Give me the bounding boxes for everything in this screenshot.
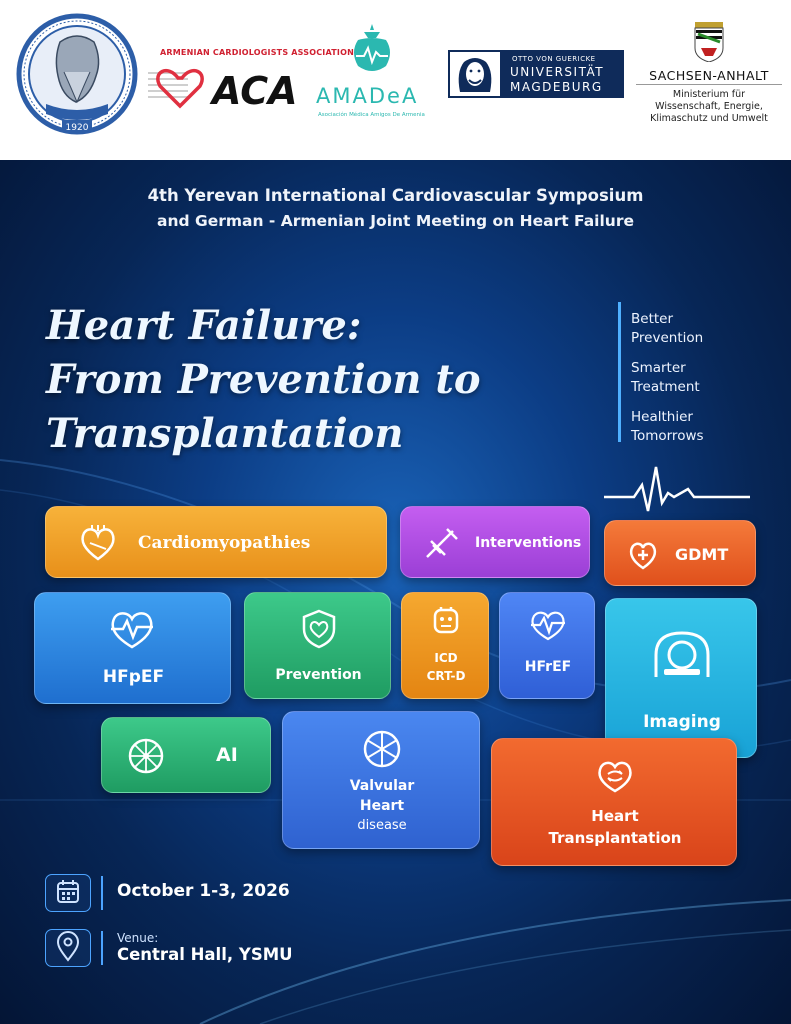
topic-hfpef	[34, 592, 231, 704]
amadea-wordmark: AMADeA	[316, 84, 419, 108]
ysmu-year: 1920	[65, 123, 89, 133]
valve-icon	[361, 728, 403, 770]
symposium-title: 4th Yerevan International Cardiovascular Symposium	[147, 186, 644, 205]
topic-cardiomyopathies	[45, 506, 387, 578]
sachsen-divider	[636, 84, 782, 85]
topic-valvular-label-1: Valvular	[349, 778, 415, 794]
heart-anatomy-icon	[78, 523, 118, 563]
topic-valvular-label-2: Heart	[359, 798, 405, 814]
shield-heart-icon	[300, 609, 338, 649]
topic-ai-label: AI	[216, 744, 238, 766]
sachsen-ministry-line3: Klimaschutz und Umwelt	[650, 113, 768, 124]
heart-exchange-icon	[595, 757, 635, 795]
aca-mark: ACA	[212, 69, 298, 113]
topic-prevention-label: Prevention	[275, 667, 362, 683]
topic-imaging-label: Imaging	[643, 712, 721, 732]
tagline-2: Smarter Treatment	[631, 360, 700, 395]
heart-pulse-icon	[528, 609, 568, 641]
topic-interventions-label: Interventions	[475, 535, 582, 551]
ovgu-logo	[448, 50, 624, 98]
sachsen-crest-icon	[693, 22, 725, 62]
tagline-1: Better Prevention	[631, 311, 704, 346]
topic-imaging	[605, 598, 757, 758]
topic-transplant-label-2: Transplantation	[548, 829, 682, 847]
ovgu-line3: MAGDEBURG	[510, 80, 603, 94]
aca-top-text: ARMENIAN CARDIOLOGISTS ASSOCIATION	[160, 48, 354, 57]
sachsen-name: SACHSEN-ANHALT	[649, 68, 769, 83]
mri-scanner-icon	[650, 629, 714, 683]
neural-network-icon	[126, 736, 166, 776]
aca-logo	[148, 46, 354, 116]
topic-gdmt	[604, 520, 756, 586]
ovgu-line1: OTTO VON GUERICKE	[512, 55, 596, 63]
topic-icd-crtd	[401, 592, 489, 699]
heart-plus-icon	[627, 540, 659, 570]
hero-line-3: Transplantation	[46, 410, 404, 457]
ysmu-seal-logo	[16, 12, 138, 140]
ovgu-line2: UNIVERSITÄT	[510, 65, 605, 79]
date-divider	[101, 876, 103, 910]
guericke-portrait-icon	[448, 50, 502, 98]
topic-valvular-label-3: disease	[357, 818, 407, 833]
topic-valvular	[282, 711, 480, 849]
sachsen-ministry-line1: Ministerium für	[672, 89, 746, 100]
tagline-divider	[618, 302, 621, 442]
topic-gdmt-label: GDMT	[675, 545, 729, 564]
venue-label: Venue:	[117, 931, 159, 945]
device-icon	[432, 605, 460, 635]
topic-hfref-label: HFrEF	[524, 659, 572, 675]
venue-name: Central Hall, YSMU	[117, 945, 293, 964]
symposium-subtitle: and German - Armenian Joint Meeting on Heart Failure	[157, 212, 634, 230]
hero-line-1: Heart Failure:	[46, 302, 362, 349]
topic-heart-transplantation	[491, 738, 737, 866]
logo-band	[0, 0, 791, 160]
amadea-logo	[312, 22, 440, 132]
topic-crtd-label: CRT-D	[426, 669, 466, 683]
amadea-subtitle: Asociación Médica Amigos De Armenia	[318, 112, 425, 118]
topic-hfref	[499, 592, 595, 699]
topic-cardiomyopathies-label: Cardiomyopathies	[138, 533, 311, 553]
event-date: October 1-3, 2026	[117, 881, 290, 901]
location-pin-icon	[45, 929, 91, 967]
main-panel	[0, 160, 791, 1024]
topic-transplant-label-1: Heart	[591, 807, 639, 825]
venue-divider	[101, 931, 103, 965]
catheter-icon	[423, 525, 461, 561]
heart-pulse-icon	[107, 609, 157, 649]
sachsen-anhalt-logo	[636, 22, 782, 132]
sachsen-ministry-line2: Wissenschaft, Energie,	[655, 101, 763, 112]
topic-ai	[101, 717, 271, 793]
topic-interventions	[400, 506, 590, 578]
ecg-line-icon	[604, 463, 750, 519]
topic-icd-label: ICD	[434, 651, 458, 665]
calendar-icon	[45, 874, 91, 912]
hero-line-2: From Prevention to	[46, 356, 481, 403]
topic-prevention	[244, 592, 391, 699]
topic-hfpef-label: HFpEF	[102, 667, 165, 687]
tagline-3: Healthier Tomorrows	[631, 409, 704, 444]
